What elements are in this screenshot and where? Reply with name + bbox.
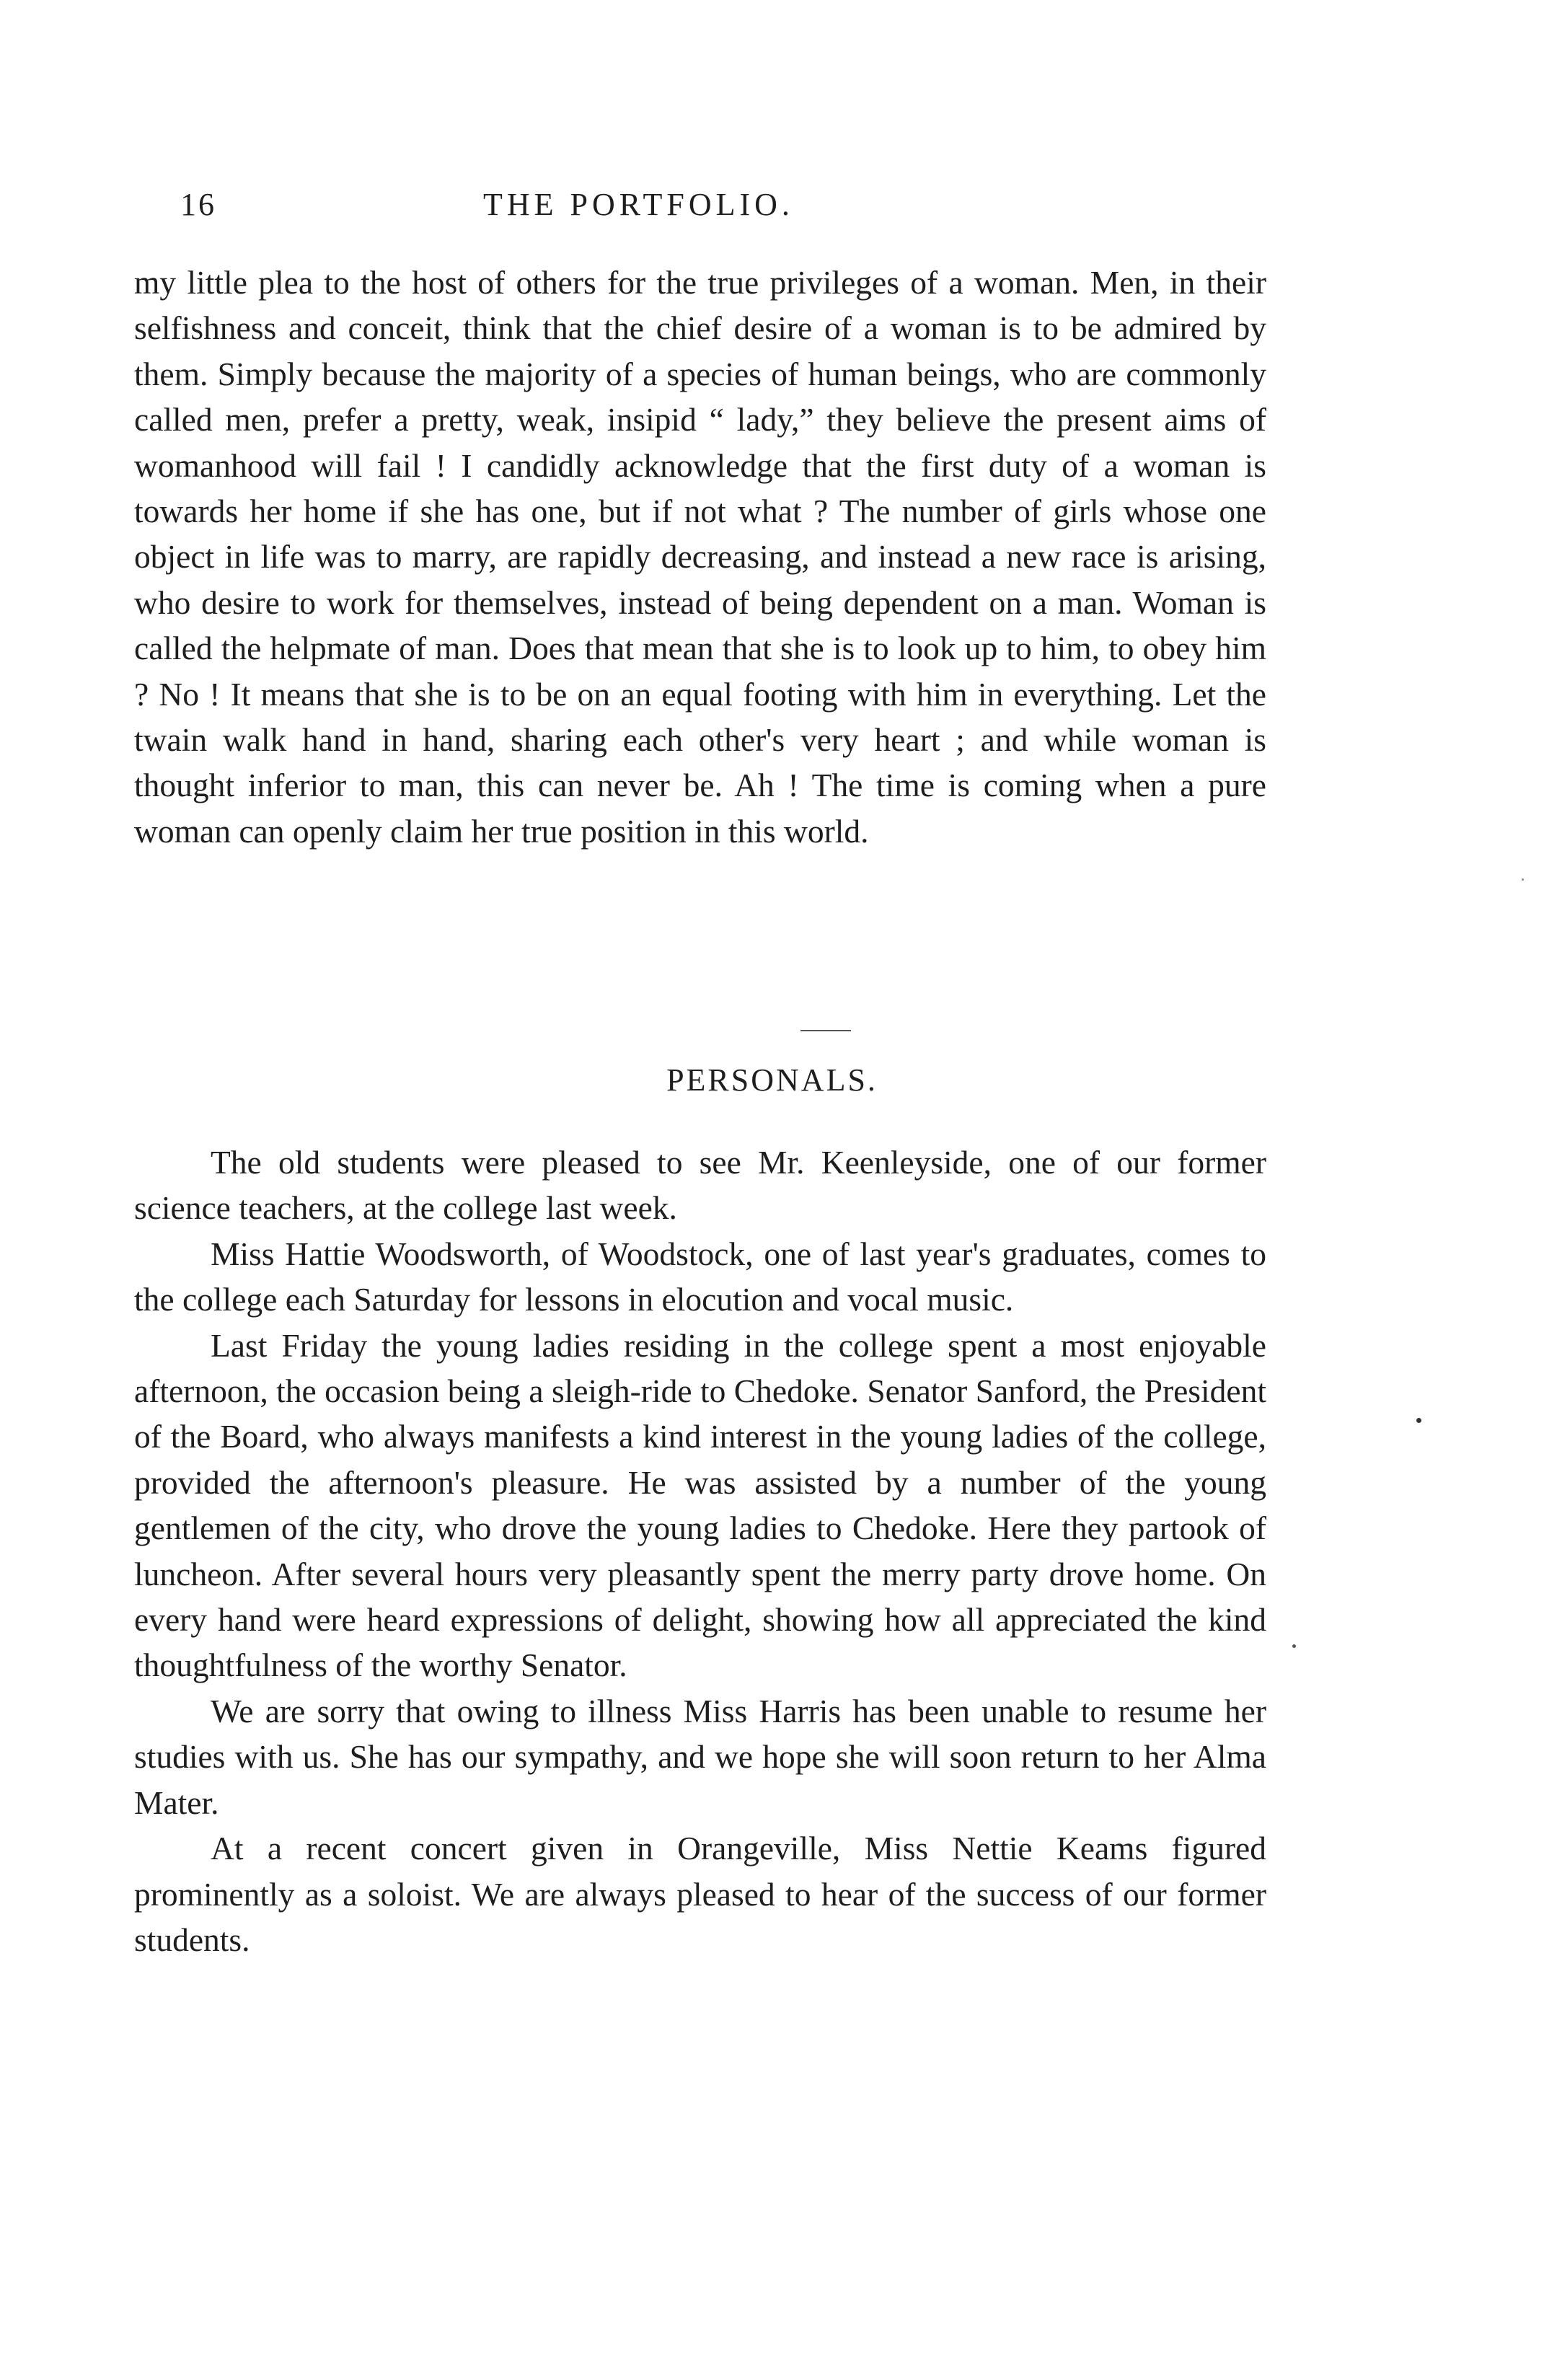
ink-speck: [1416, 1418, 1421, 1423]
page-number: 16: [180, 187, 216, 222]
running-title: THE PORTFOLIO.: [483, 187, 794, 222]
running-head: [180, 186, 1262, 237]
personal-item: We are sorry that owing to illness Miss Harris has been unable to resume her studies with us. She has our sympathy, and we hope she will soon return to her Alma Mater.: [134, 1692, 1266, 1821]
section-divider: [800, 1030, 851, 1031]
ink-speck: [1522, 878, 1524, 881]
ink-speck: [1292, 1644, 1296, 1648]
personals-section: [134, 1140, 1266, 1962]
personal-item: Miss Hattie Woodsworth, of Woodstock, one of last year's graduates, comes to the college each Saturday for lessons in elocution and vocal music.: [134, 1235, 1266, 1318]
personal-item: The old students were pleased to see Mr. Keenleyside, one of our former science teachers, at the college last week.: [134, 1144, 1266, 1227]
personal-item: Last Friday the young ladies residing in the college spent a most enjoyable afternoon, the occasion being a sleigh-ride to Chedoke. Senator Sanford, the President of the Board, who always manifests a kind interest in the young ladies of the college, provided the afternoon's pleasure. He was assisted by a number of the young gentlemen of the city, who drove the young ladies to Chedoke. Here they partook of luncheon. After several hours very pleasantly spent the merry party drove home. On every hand were heard expressions of delight, showing how all appreciated the kind thoughtfulness of the worthy Senator.: [134, 1326, 1266, 1684]
personal-item: At a recent concert given in Orangeville, Miss Nettie Keams figured prominently as a soloist. We are always pleased to hear of the success of our former students.: [134, 1830, 1266, 1958]
section-title: PERSONALS.: [666, 1062, 878, 1098]
essay-paragraph: my little plea to the host of others for the true privileges of a woman. Men, in their selfishness and conceit, think that the chief desire of a woman is to be admired by them. Simply because the majority of a species of human beings, who are commonly called men, prefer a pretty, weak, insipid “ lady,” they believe the present aims of womanhood will fail ! I candidly acknowledge that the first duty of a woman is towards her home if she has one, but if not what ? The number of girls whose one object in life was to marry, are rapidly decreasing, and instead a new race is arising, who desire to work for themselves, instead of being dependent on a man. Woman is called the helpmate of man. Does that mean that she is to look up to him, to obey him ? No ! It means that she is to be on an equal footing with him in everything. Let the twain walk hand in hand, sharing each other's very heart ; and while woman is thought inferior to man, this can never be. Ah ! The time is coming when a pure woman can openly claim her true position in this world.: [134, 264, 1266, 850]
